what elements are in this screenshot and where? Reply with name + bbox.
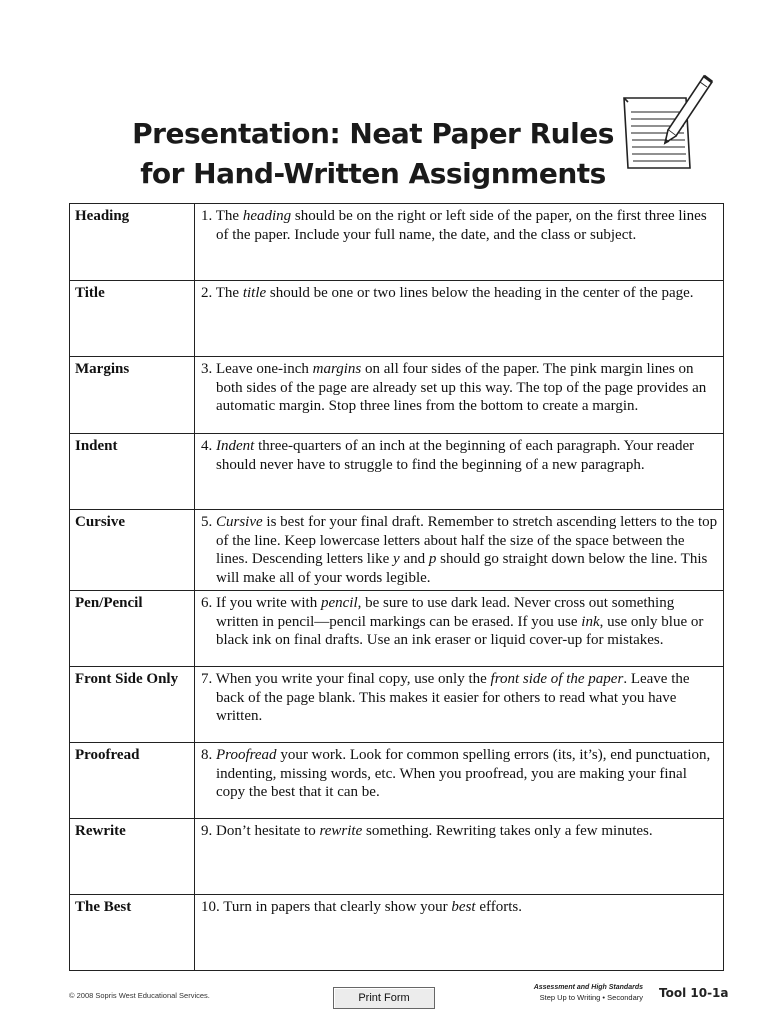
rule-text: [201, 437, 719, 474]
page-title: [70, 114, 676, 194]
series-info: [500, 983, 643, 1003]
rule-row: [70, 591, 724, 667]
rule-term: Front Side Only: [70, 667, 195, 743]
rule-row: [70, 743, 724, 819]
rule-row: [70, 204, 724, 281]
rule-description: [195, 357, 724, 434]
rule-description: [195, 819, 724, 895]
series-title: Assessment and High Standards: [533, 984, 643, 991]
rule-description: [195, 510, 724, 591]
rule-number: 8.: [201, 747, 213, 763]
rule-term: Cursive: [70, 510, 195, 591]
rule-segment: When you write your final copy, use only the: [215, 671, 491, 687]
rule-segment: is best for your final draft. Remember to stretch ascending letters to the top of the line. Keep lowercase letters about half the size of the space between the lines. Descending letters like: [216, 514, 718, 567]
rule-text: [201, 822, 719, 841]
rule-number: 3.: [201, 361, 213, 377]
rule-segment: The: [215, 285, 243, 301]
rule-segment: your work. Look for common spelling errors (its, it’s), end punctuation, indenting, missing words, etc. When you proofread, you are making your final copy the best that it can be.: [216, 747, 711, 800]
rule-emphasis: pencil: [320, 595, 358, 611]
rule-text: [201, 513, 719, 587]
rule-text: [201, 898, 719, 917]
rule-segment: , be sure to use dark lead. Never cross out something written in pencil—pencil markings can be erased. If you use: [216, 595, 675, 630]
rule-term: Indent: [70, 434, 195, 510]
rule-segment: , use only blue or black ink on final drafts. Use an ink eraser or liquid cover-up for mistakes.: [216, 613, 704, 648]
rule-text: [201, 746, 719, 802]
rule-segment: should go straight down below the line. This will make all of your words legible.: [216, 551, 708, 586]
rule-segment: three-quarters of an inch at the beginning of each paragraph. Your reader should never have to struggle to find the beginning of a new paragraph.: [216, 438, 695, 473]
rule-segment: . Leave the back of the page blank. This makes it easier for others to read what you have written.: [216, 671, 690, 724]
series-subtitle: Step Up to Writing • Secondary: [539, 993, 643, 1002]
notepad-pencil-icon: [616, 70, 720, 174]
rule-row: [70, 667, 724, 743]
rule-emphasis: Proofread: [216, 747, 277, 763]
rule-row: [70, 357, 724, 434]
rule-term: Title: [70, 281, 195, 357]
rule-description: [195, 667, 724, 743]
rule-row: [70, 819, 724, 895]
rule-term: Heading: [70, 204, 195, 281]
rule-emphasis: front side of the paper: [490, 671, 624, 687]
rule-number: 10.: [201, 899, 220, 915]
rule-term: The Best: [70, 895, 195, 971]
rule-number: 4.: [201, 438, 213, 454]
rule-emphasis: title: [242, 285, 267, 301]
rule-description: [195, 434, 724, 510]
rule-description: [195, 281, 724, 357]
rule-emphasis: best: [451, 899, 476, 915]
rule-segment: and: [399, 551, 429, 567]
page-title-line-1: Presentation: Neat Paper Rules: [132, 117, 614, 150]
rule-row: [70, 895, 724, 971]
rule-emphasis: margins: [312, 361, 362, 377]
rule-term: Rewrite: [70, 819, 195, 895]
rule-description: [195, 743, 724, 819]
page-title-line-2: for Hand-Written Assignments: [140, 157, 606, 190]
rule-row: [70, 510, 724, 591]
rule-segment: should be on the right or left side of the paper, on the first three lines of the paper. Include your full name, the date, and the class or subject.: [216, 208, 707, 243]
rule-emphasis: y: [393, 551, 400, 567]
rule-emphasis: ink: [581, 613, 600, 630]
print-form-button[interactable]: Print Form: [333, 987, 435, 1009]
rule-term: Pen/Pencil: [70, 591, 195, 667]
rule-text: [201, 670, 719, 726]
rule-segment: Turn in papers that clearly show your: [223, 899, 452, 915]
rule-description: [195, 895, 724, 971]
rule-term: Margins: [70, 357, 195, 434]
rule-segment: If you write with: [216, 595, 321, 611]
tool-number: Tool 10-1a: [659, 986, 729, 1000]
rule-text: [201, 594, 719, 650]
rule-number: 6.: [201, 595, 213, 611]
rule-segment: Don’t hesitate to: [216, 823, 320, 839]
rule-description: [195, 591, 724, 667]
rule-segment: should be one or two lines below the heading in the center of the page.: [266, 285, 694, 301]
rule-number: 1.: [201, 208, 213, 224]
rule-segment: efforts.: [475, 899, 522, 915]
rule-emphasis: heading: [242, 208, 292, 224]
rule-number: 5.: [201, 514, 213, 530]
rule-segment: on all four sides of the paper. The pink margin lines on both sides of the page are already set up this way. The top of the page provides an automatic margin. Stop three lines from the bottom to create a margin.: [216, 361, 707, 414]
rule-segment: Leave one-inch: [216, 361, 313, 377]
rule-emphasis: p: [428, 551, 437, 567]
rule-emphasis: Cursive: [216, 514, 263, 530]
rule-number: 2.: [201, 285, 213, 301]
rule-text: [201, 207, 719, 244]
copyright-notice: © 2008 Sopris West Educational Services.: [69, 991, 210, 1000]
rule-term: Proofread: [70, 743, 195, 819]
rule-segment: The: [215, 208, 243, 224]
rule-text: [201, 360, 719, 416]
rule-row: [70, 434, 724, 510]
rule-description: [195, 204, 724, 281]
rules-table: [69, 203, 724, 971]
rule-row: [70, 281, 724, 357]
rule-text: [201, 284, 719, 303]
rule-number: 9.: [201, 823, 213, 839]
rule-emphasis: rewrite: [319, 823, 363, 839]
rule-number: 7.: [201, 671, 213, 687]
rule-segment: something. Rewriting takes only a few minutes.: [362, 823, 653, 839]
rule-emphasis: Indent: [216, 438, 255, 454]
